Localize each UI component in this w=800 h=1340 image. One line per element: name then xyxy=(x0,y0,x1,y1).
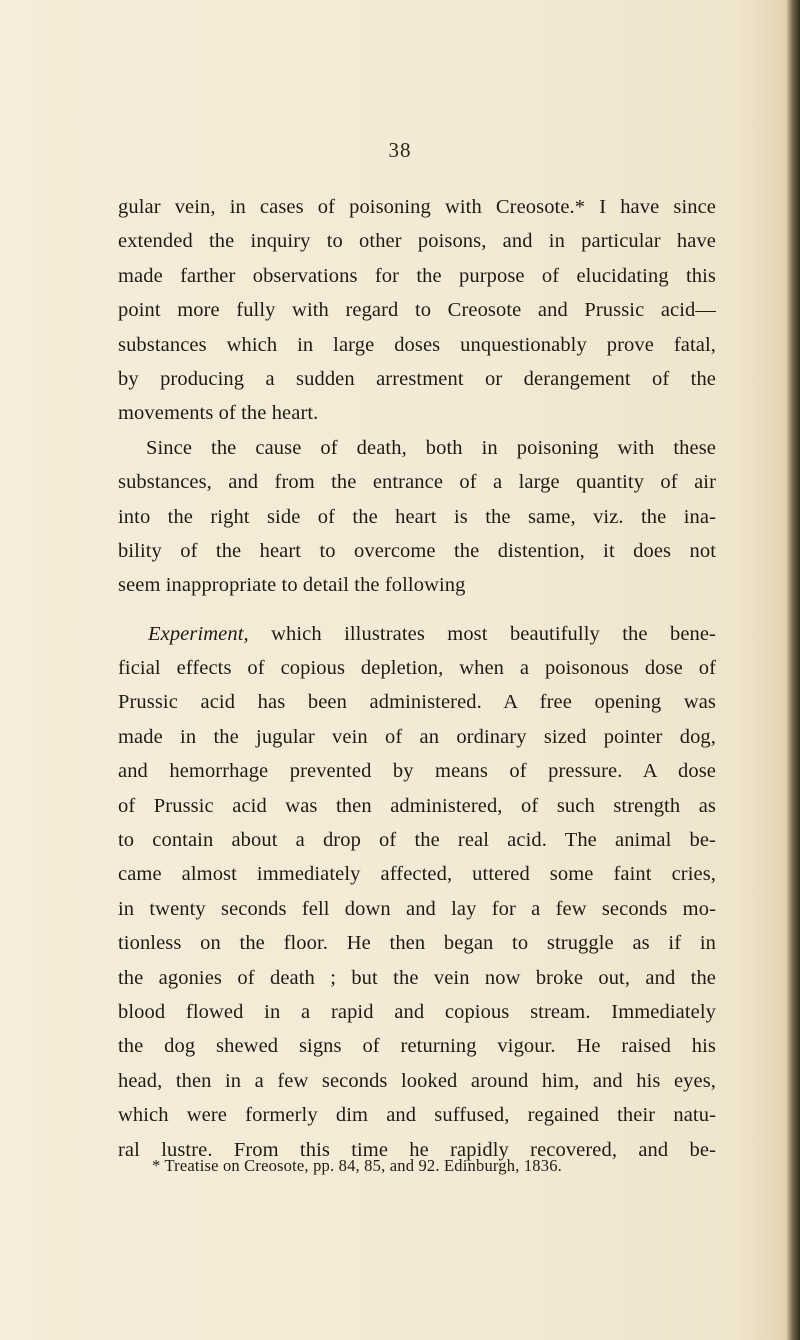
text-line: which were formerly dim and suffused, regained their natu- xyxy=(118,1104,716,1127)
text-line: made farther observations for the purpose of elucidating this xyxy=(118,264,716,287)
text-line: by producing a sudden arrestment or derangement of the xyxy=(118,367,716,390)
text-line: came almost immediately affected, uttered some faint cries, xyxy=(118,863,716,886)
text-line: ficial effects of copious depletion, when a poisonous dose of xyxy=(118,657,716,680)
text-line: extended the inquiry to other poisons, and in particular have xyxy=(118,230,716,253)
experiment-heading: Experiment, xyxy=(148,622,249,645)
text-line: to contain about a drop of the real acid. The animal be- xyxy=(118,829,716,852)
text-line: seem inappropriate to detail the following xyxy=(118,574,466,597)
text-line: and hemorrhage prevented by means of pressure. A dose xyxy=(118,760,716,783)
text-line: bility of the heart to overcome the distention, it does not xyxy=(118,539,716,562)
text-line: tionless on the floor. He then began to struggle as if in xyxy=(118,932,716,955)
text-line: movements of the heart. xyxy=(118,402,319,425)
text-line: of Prussic acid was then administered, of such strength as xyxy=(118,794,716,817)
footnote: * Treatise on Creosote, pp. 84, 85, and 92. Edinburgh, 1836. xyxy=(152,1156,562,1175)
text-line: Prussic acid has been administered. A free opening was xyxy=(118,691,716,714)
text-line: made in the jugular vein of an ordinary sized pointer dog, xyxy=(118,725,716,748)
text-line: the dog shewed signs of returning vigour. He raised his xyxy=(118,1035,716,1058)
text-line: in twenty seconds fell down and lay for a few seconds mo- xyxy=(118,897,716,920)
text-line: ral lustre. From this time he rapidly recovered, and be- xyxy=(118,1138,716,1161)
paragraph-gap xyxy=(118,603,716,617)
page-edge-shadow xyxy=(786,0,800,1340)
paragraph-start-line: Since the cause of death, both in poisoning with these xyxy=(146,436,716,459)
text-line: point more fully with regard to Creosote and Prussic acid— xyxy=(118,299,716,322)
body-text xyxy=(118,190,716,1167)
text-line: gular vein, in cases of poisoning with Creosote.* I have since xyxy=(118,196,716,218)
text-line: substances which in large doses unquestionably prove fatal, xyxy=(118,333,716,356)
experiment-first-line xyxy=(118,617,716,651)
text-line: substances, and from the entrance of a large quantity of air xyxy=(118,471,716,494)
text-line: blood flowed in a rapid and copious stream. Immediately xyxy=(118,1000,716,1023)
experiment-first-line-text: which illustrates most beautifully the bene- xyxy=(248,622,716,645)
page-number: 38 xyxy=(388,138,412,162)
text-line: head, then in a few seconds looked around him, and his eyes, xyxy=(118,1069,716,1092)
text-line: into the right side of the heart is the same, viz. the ina- xyxy=(118,505,716,528)
text-line: the agonies of death ; but the vein now broke out, and the xyxy=(118,966,716,989)
